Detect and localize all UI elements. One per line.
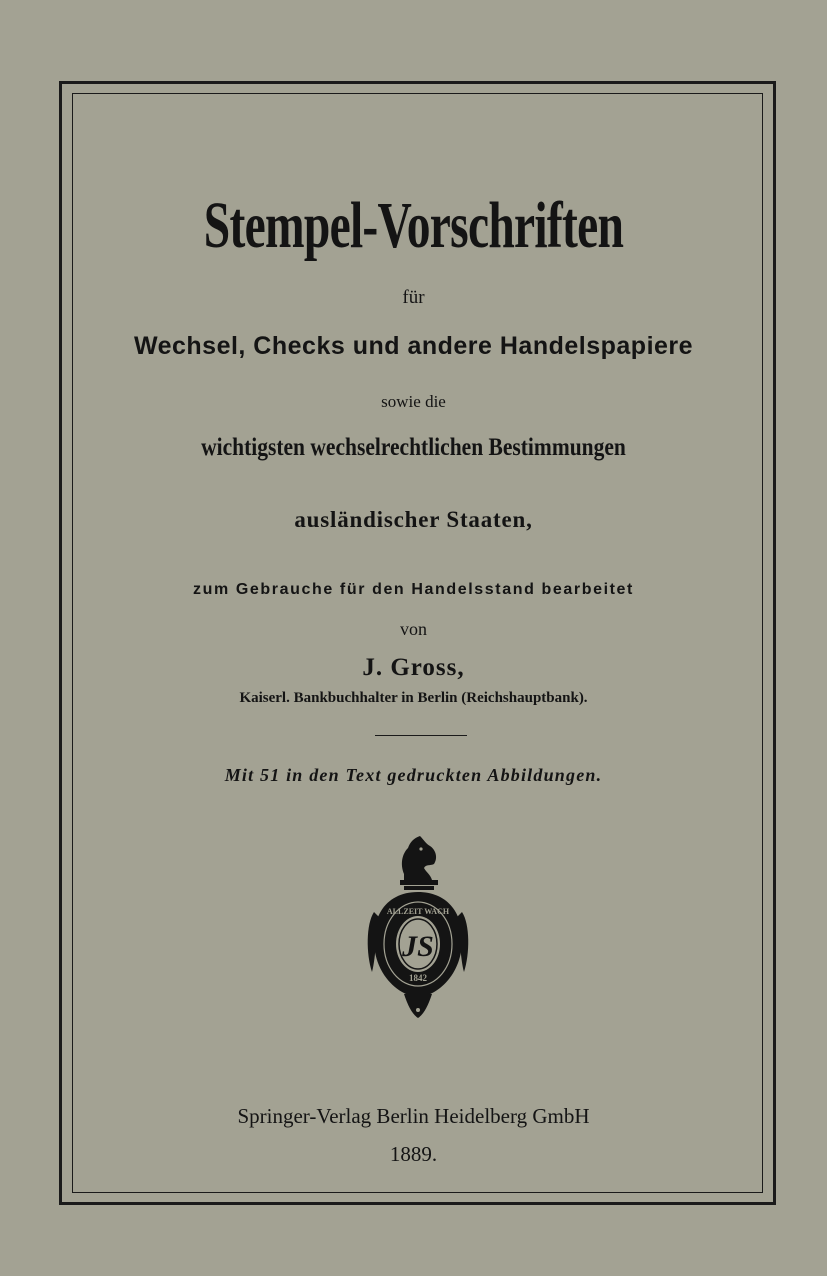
illustrations-note: Mit 51 in den Text gedruckten Abbildungen. <box>224 765 603 785</box>
svg-text:ALLZEIT WACH: ALLZEIT WACH <box>386 907 450 916</box>
svg-text:JS: JS <box>402 930 434 963</box>
subtitle-third-line: ausländischer Staaten, <box>294 507 533 532</box>
connector-sowie-die: sowie die <box>381 392 446 411</box>
publisher-name: Springer-Verlag Berlin Heidelberg GmbH <box>237 1104 590 1128</box>
author-name: J. Gross, <box>362 654 465 681</box>
connector-von: von <box>400 619 427 639</box>
springer-horse-logo-icon <box>364 834 472 1020</box>
purpose-line: zum Gebrauche für den Handelsstand bearbeitet <box>193 581 634 598</box>
subtitle-second-line: wichtigsten wechselrechtlichen Bestimmungen <box>201 434 626 461</box>
svg-text:1842: 1842 <box>409 973 427 983</box>
publication-year: 1889. <box>389 1142 438 1166</box>
connector-fuer: für <box>402 287 425 308</box>
author-position: Kaiserl. Bankbuchhalter in Berlin (Reichshauptbank). <box>239 690 588 706</box>
subtitle: Wechsel, Checks und andere Handelspapiere <box>133 332 694 360</box>
book-title: Stempel-Vorschriften <box>203 189 624 262</box>
divider-rule <box>375 735 467 736</box>
